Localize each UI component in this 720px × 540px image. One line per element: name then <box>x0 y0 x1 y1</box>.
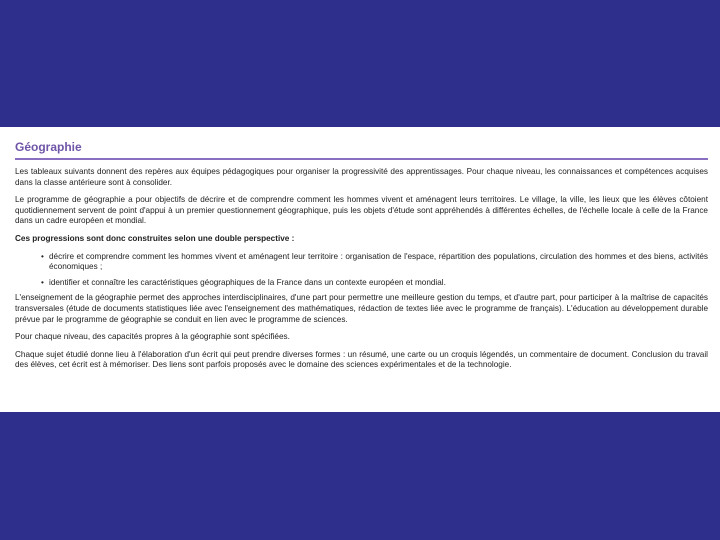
objectives-paragraph: Le programme de géographie a pour objectifs de décrire et de comprendre comment les hommes vivent et aménagent leurs territoires. Le village, la ville, les lieux que les élèves côtoient quotidiennement servent de point d'appui à un premier questionnement géographique, puis les objets d'étude sont appréhendés à différentes échelles, de l'échelle locale à celle de la France dans un cadre européen et mondial. <box>15 195 708 226</box>
list-item <box>41 277 708 289</box>
perspective-heading: Ces progressions sont donc construites selon une double perspective : <box>15 233 295 243</box>
title-divider <box>15 158 708 160</box>
list-item <box>41 251 708 273</box>
intro-paragraph: Les tableaux suivants donnent des repères aux équipes pédagogiques pour organiser la progressivité des apprentissages. Pour chaque niveau, les connaissances et compétences acquises dans la classe antérieure sont à consolider. <box>15 167 708 187</box>
subject-study-paragraph: Chaque sujet étudié donne lieu à l'élaboration d'un écrit qui peut prendre diverses formes : un résumé, une carte ou un croquis légendés, un commentaire de document. Conclusion du travail des élèves, cet écrit est à mémoriser. Des liens sont parfois proposés avec le domaine des sciences expérimentales et de la technologie. <box>15 349 708 370</box>
document-page <box>0 127 720 412</box>
list-item-text: décrire et comprendre comment les hommes vivent et aménagent leur territoire : organisation de l'espace, répartition des populations, circulation des hommes et des biens, activités économiques ; <box>49 251 708 272</box>
list-item-text: identifier et connaître les caractéristiques géographiques de la France dans un contexte européen et mondial. <box>49 277 446 287</box>
section-title: Géographie <box>15 140 82 154</box>
perspective-list <box>15 252 708 289</box>
bullet-icon: • <box>41 251 44 261</box>
interdisciplinary-paragraph: L'enseignement de la géographie permet des approches interdisciplinaires, d'une part pour permettre une meilleure gestion du temps, et d'autre part, pour participer à la maîtrise de capacités transversales (étude de documents statistiques liée avec l'enseignement des mathématiques, rédaction de textes liée avec le programme de français). L'éducation au développement durable prévue par le programme de géographie se conduit en lien avec le programme de sciences. <box>15 293 708 324</box>
capacities-paragraph: Pour chaque niveau, des capacités propres à la géographie sont spécifiées. <box>15 332 290 342</box>
bullet-icon: • <box>41 277 44 287</box>
